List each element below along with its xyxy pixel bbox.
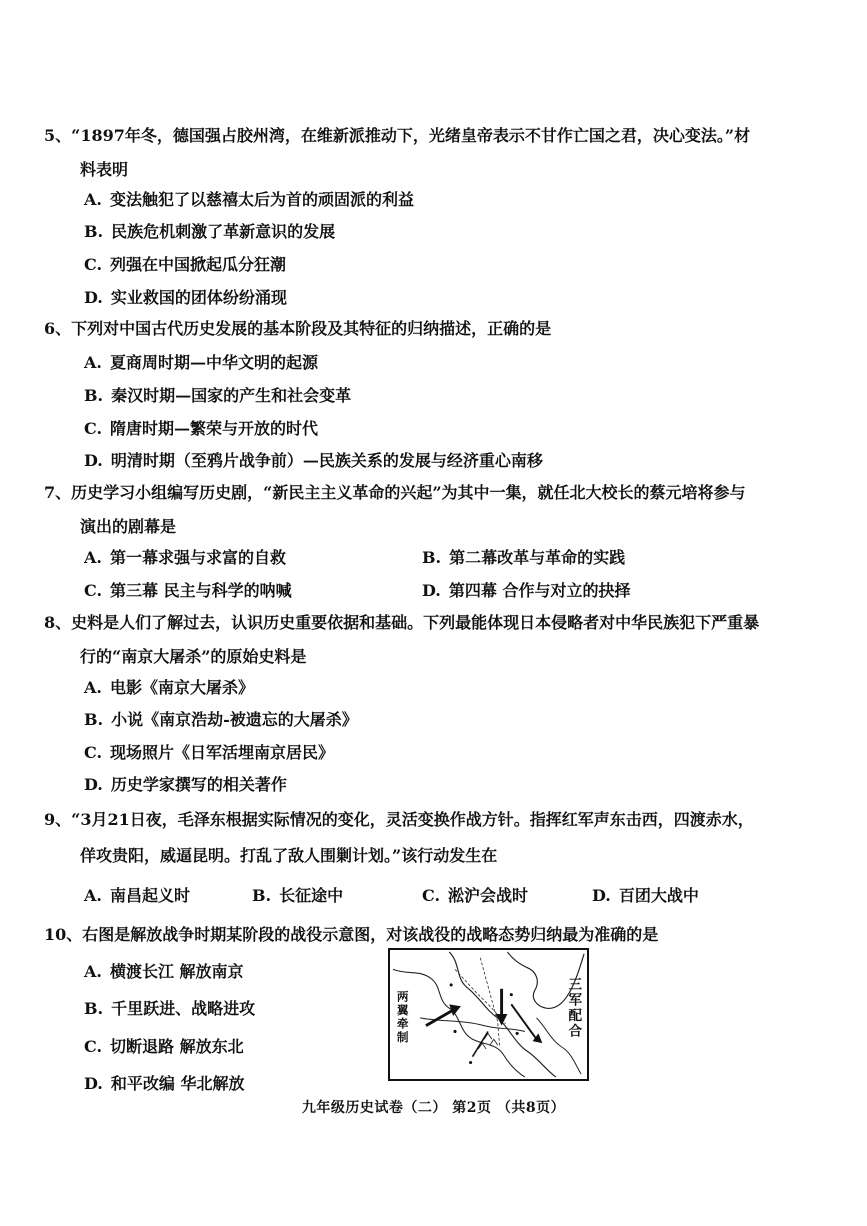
option-text: 第三幕 民主与科学的呐喊: [110, 581, 292, 600]
option-10a: [84, 961, 244, 983]
option-letter: D.: [84, 1074, 103, 1093]
question-stem: “1897年冬，德国强占胶州湾，在维新派推动下，光绪皇帝表示不甘作亡国之君，决心变法。”材: [71, 126, 751, 145]
option-8b: [84, 709, 358, 731]
question-stem: 史料是人们了解过去，认识历史重要依据和基础。下列最能体现日本侵略者对中华民族犯下严重暴: [71, 613, 760, 632]
map-right-label-char: 合: [568, 1023, 583, 1040]
option-8c: [84, 742, 334, 764]
option-10d: [84, 1073, 244, 1095]
option-6d: [84, 450, 543, 472]
option-6c: [84, 418, 318, 440]
question-9: [44, 804, 834, 836]
option-letter: B.: [84, 222, 104, 241]
option-6b: [84, 385, 351, 407]
option-letter: D.: [84, 451, 103, 470]
option-letter: B.: [84, 386, 104, 405]
option-9a: [84, 885, 190, 907]
option-text: 电影《南京大屠杀》: [109, 678, 254, 697]
option-letter: A.: [84, 190, 102, 209]
option-7c: [84, 580, 292, 602]
option-5a: [84, 189, 414, 211]
question-number: 9、: [44, 810, 72, 829]
option-letter: B.: [84, 710, 104, 729]
question-number: 6、: [44, 319, 72, 338]
question-6: [44, 313, 834, 345]
map-right-label-char: 三: [568, 976, 583, 993]
option-text: 百团大战中: [618, 886, 699, 905]
map-left-label-char: 制: [396, 1030, 409, 1045]
question-number: 10、: [44, 925, 83, 944]
option-letter: A.: [84, 962, 102, 981]
option-9c: [422, 885, 528, 907]
option-letter: A.: [84, 548, 102, 567]
option-text: 明清时期（至鸦片战争前）—民族关系的发展与经济重心南移: [110, 451, 543, 470]
option-text: 隋唐时期—繁荣与开放的时代: [110, 419, 319, 438]
question-stem: 历史学习小组编写历史剧，“新民主主义革命的兴起”为其中一集，就任北大校长的蔡元培将参与: [71, 483, 746, 502]
page-footer: 九年级历史试卷（二） 第2页 （共8页）: [301, 1100, 566, 1116]
option-letter: C.: [84, 743, 103, 762]
option-9d: [592, 885, 699, 907]
option-text: 淞沪会战时: [448, 886, 529, 905]
option-letter: C.: [84, 1037, 103, 1056]
option-text: 实业救国的团体纷纷涌现: [110, 288, 287, 307]
question-stem: “3月21日夜，毛泽东根据实际情况的变化，灵活变换作战方针。指挥红军声东击西，四渡赤水，: [71, 810, 754, 829]
map-right-label: [569, 977, 587, 1040]
option-text: 横渡长江 解放南京: [109, 962, 244, 981]
option-6a: [84, 352, 318, 374]
option-8d: [84, 774, 287, 796]
question-stem: 行的“南京大屠杀”的原始史料是: [80, 647, 307, 666]
option-text: 小说《南京浩劫-被遗忘的大屠杀》: [111, 710, 358, 729]
option-text: 长征途中: [279, 886, 344, 905]
option-letter: C.: [84, 581, 103, 600]
option-letter: B.: [252, 886, 272, 905]
question-5: [44, 120, 834, 152]
question-5-stem-continued: [44, 154, 834, 186]
option-10c: [84, 1036, 244, 1058]
option-text: 第二幕改革与革命的实践: [449, 548, 626, 567]
option-text: 历史学家撰写的相关著作: [110, 775, 287, 794]
option-text: 切断退路 解放东北: [110, 1037, 244, 1056]
map-left-label-char: 牵: [396, 1016, 409, 1031]
option-letter: B.: [422, 548, 442, 567]
question-number: 5、: [44, 126, 72, 145]
option-letter: B.: [84, 999, 104, 1018]
option-text: 秦汉时期—国家的产生和社会变革: [111, 386, 352, 405]
option-text: 列强在中国掀起瓜分狂潮: [110, 255, 287, 274]
option-letter: A.: [84, 353, 102, 372]
map-right-label-char: 配: [568, 1007, 583, 1024]
option-letter: D.: [422, 581, 441, 600]
option-letter: D.: [84, 775, 103, 794]
option-text: 夏商周时期—中华文明的起源: [109, 353, 318, 372]
option-letter: D.: [84, 288, 103, 307]
question-8: [44, 607, 834, 639]
question-stem: 佯攻贵阳，威逼昆明。打乱了敌人围剿计划。”该行动发生在: [80, 846, 498, 865]
option-10b: [84, 998, 255, 1020]
option-letter: A.: [84, 678, 102, 697]
option-text: 现场照片《日军活埋南京居民》: [110, 743, 335, 762]
question-7: [44, 477, 834, 509]
question-10: [44, 919, 834, 951]
question-number: 8、: [44, 613, 72, 632]
campaign-map-drawing: [390, 950, 587, 1079]
question-7-stem-continued: [44, 511, 834, 543]
campaign-map: [388, 948, 589, 1081]
option-5c: [84, 254, 286, 276]
option-text: 第四幕 合作与对立的抉择: [448, 581, 631, 600]
option-letter: A.: [84, 886, 102, 905]
option-text: 第一幕求强与求富的自救: [109, 548, 286, 567]
option-5b: [84, 221, 335, 243]
option-7a: [84, 547, 286, 569]
option-letter: C.: [84, 255, 103, 274]
option-text: 民族危机刺激了革新意识的发展: [111, 222, 336, 241]
question-stem: 下列对中国古代历史发展的基本阶段及其特征的归纳描述，正确的是: [71, 319, 552, 338]
option-8a: [84, 677, 254, 699]
map-left-label: [397, 989, 413, 1044]
option-text: 南昌起义时: [109, 886, 190, 905]
question-8-stem-continued: [44, 641, 834, 673]
option-letter: C.: [84, 419, 103, 438]
question-9-stem-continued: [44, 840, 834, 872]
option-5d: [84, 287, 287, 309]
option-letter: D.: [592, 886, 611, 905]
question-stem: 演出的剧幕是: [80, 517, 177, 536]
option-text: 和平改编 华北解放: [110, 1074, 245, 1093]
option-letter: C.: [422, 886, 441, 905]
map-left-label-char: 两: [396, 989, 409, 1004]
question-stem: 料表明: [80, 160, 129, 179]
question-stem: 右图是解放战争时期某阶段的战役示意图，对该战役的战略态势归纳最为准确的是: [82, 925, 659, 944]
option-9b: [252, 885, 343, 907]
map-right-label-char: 军: [568, 992, 583, 1009]
option-text: 变法触犯了以慈禧太后为首的顽固派的利益: [109, 190, 414, 209]
option-7b: [422, 547, 625, 569]
question-number: 7、: [44, 483, 72, 502]
map-left-label-char: 翼: [396, 1003, 409, 1018]
option-7d: [422, 580, 630, 602]
option-text: 千里跃进、战略进攻: [111, 999, 256, 1018]
